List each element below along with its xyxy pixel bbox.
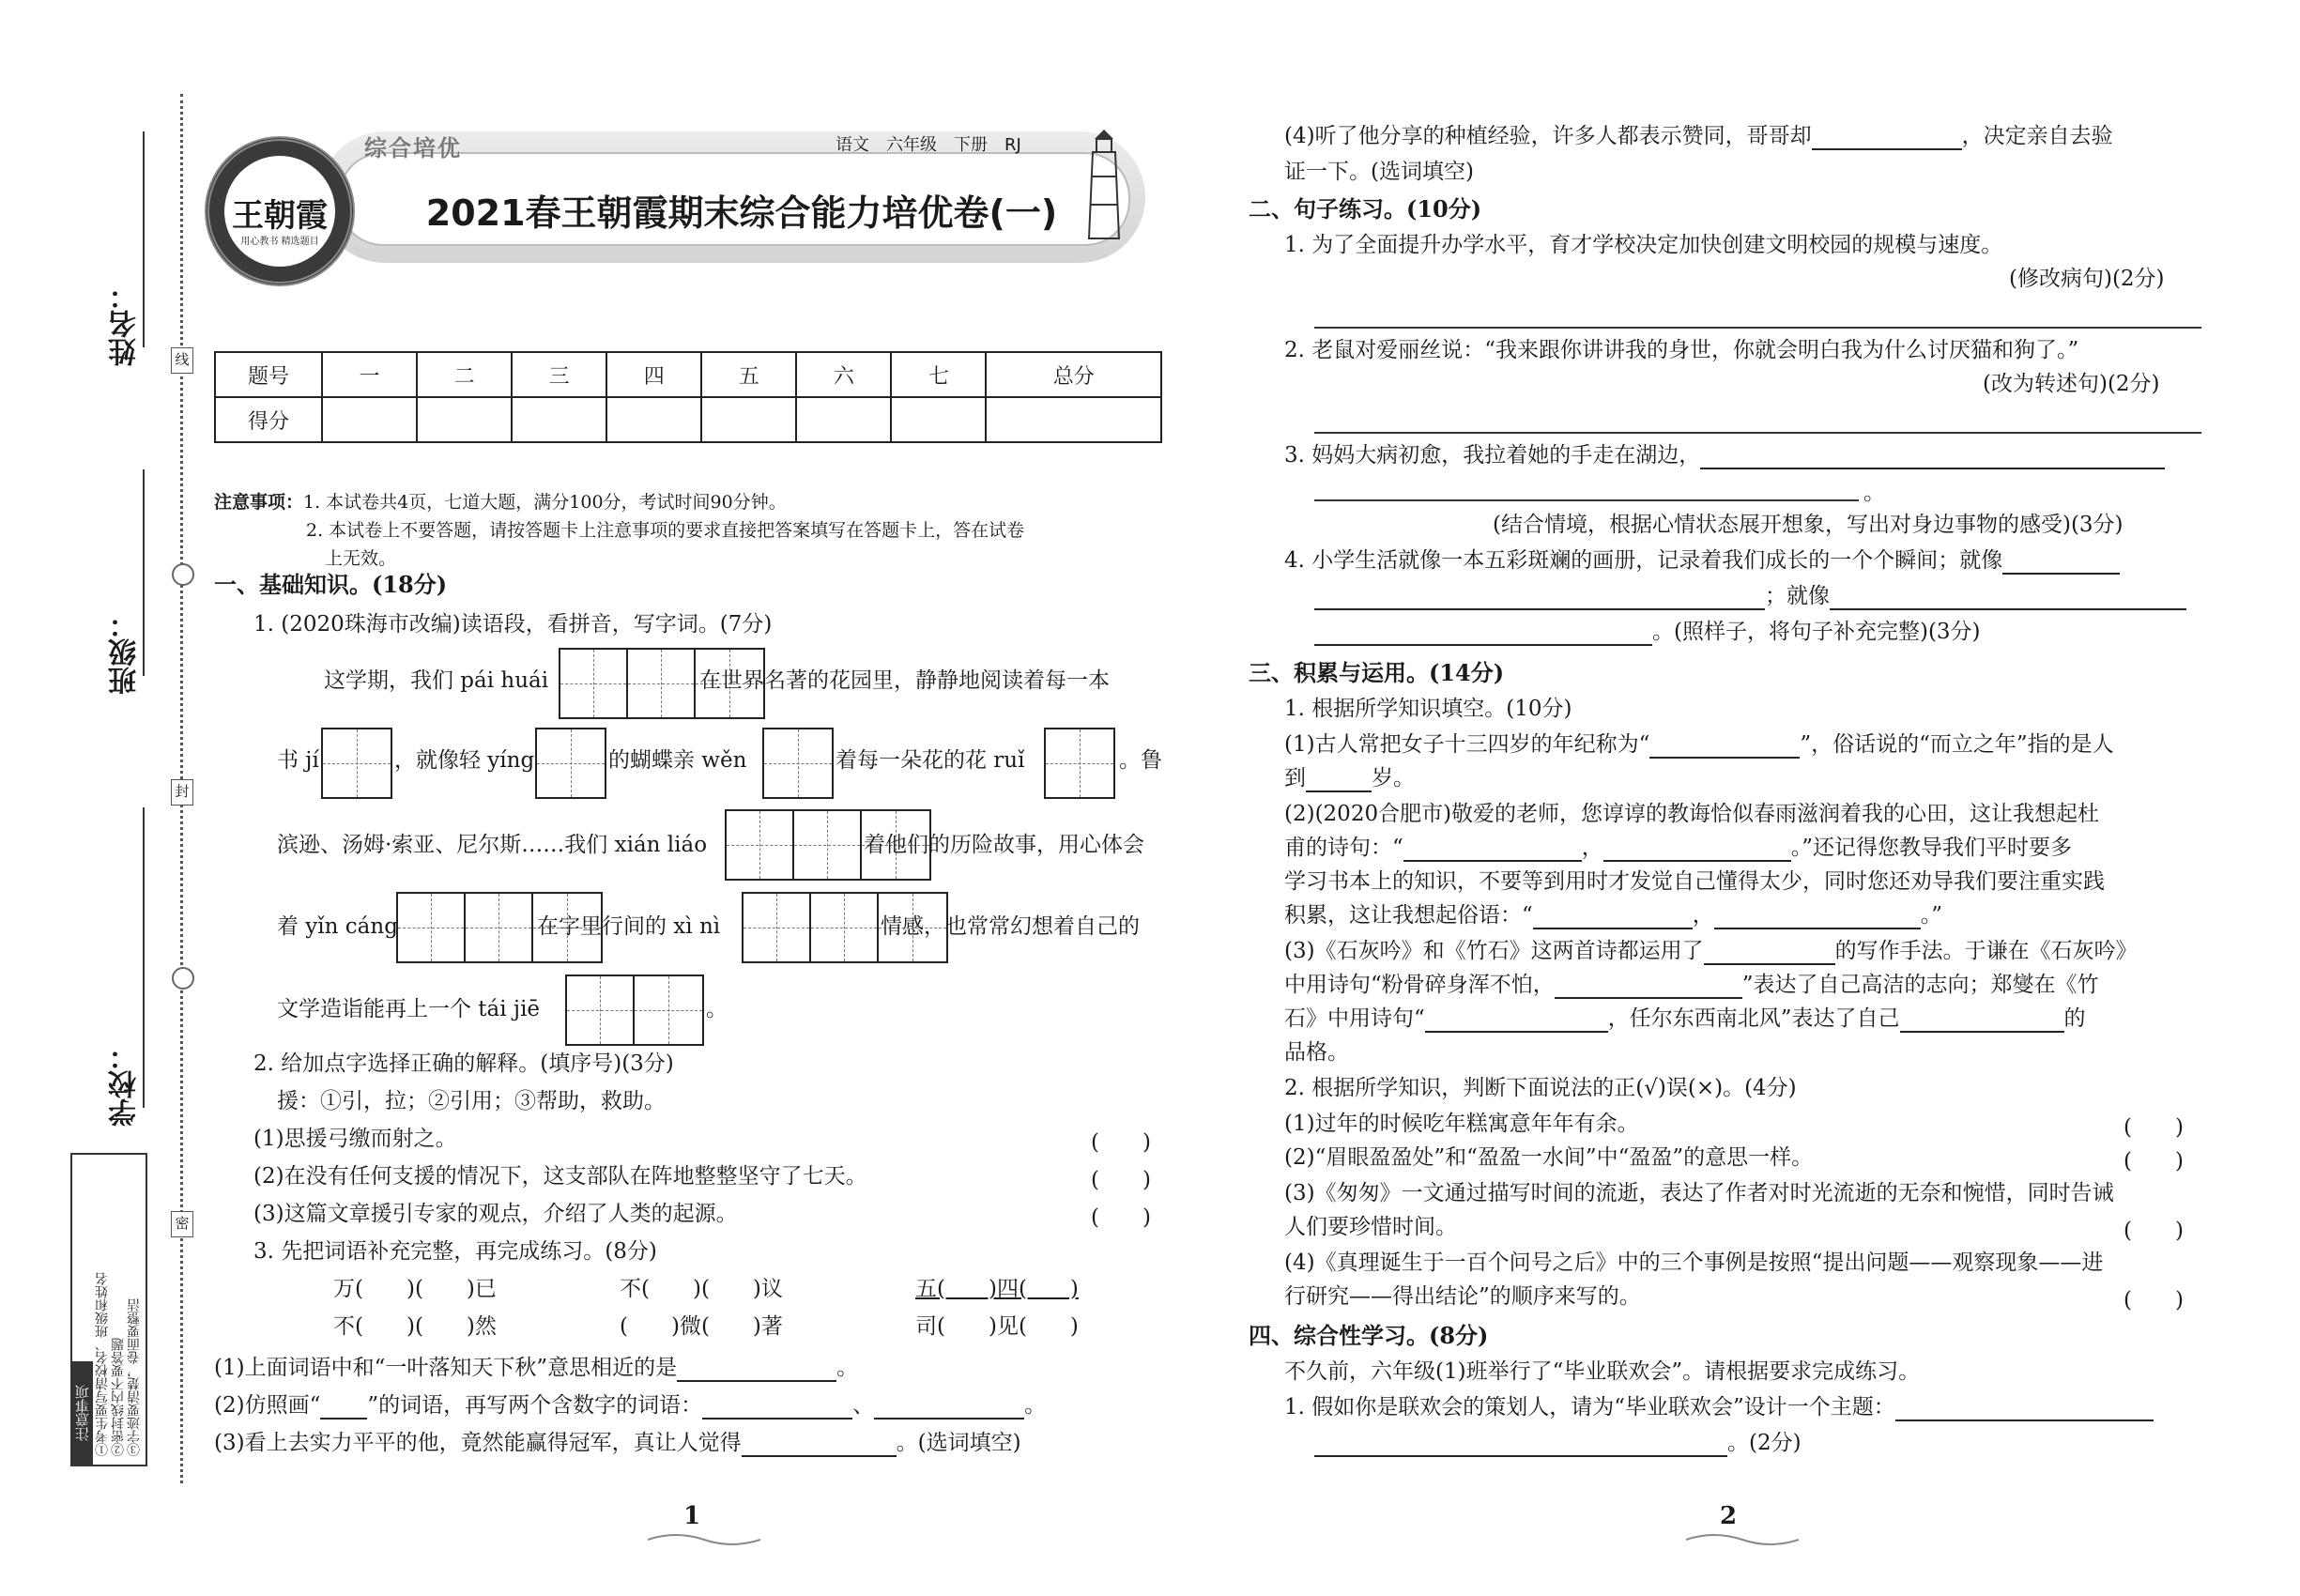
score-table-header-row [215, 352, 1161, 397]
idiom-blank[interactable]: 万( )( )已 [333, 1277, 497, 1301]
judgement-item: (3)《匆匆》一文通过描写时间的流逝，表达了作者对时光流逝的无奈和惋惜，同时告诫 [1284, 1181, 2114, 1205]
idiom-blank[interactable]: 不( )( )议 [620, 1277, 783, 1301]
brand-logo-icon [205, 136, 355, 286]
answer-blank[interactable] [702, 1393, 852, 1420]
binding-hole-icon [172, 967, 194, 990]
score-cell[interactable] [512, 397, 606, 442]
passage-text: 这学期，我们 pái huái [324, 668, 549, 693]
judgement-item-cont: 人们要珍惜时间。 [1284, 1215, 1457, 1239]
question-3-1-3-cont: 石》中用诗句“ ，任尔东西南北风”表达了自己 的 [1284, 1006, 2086, 1031]
answer-paren[interactable]: ( ) [1091, 1130, 1151, 1155]
question-3-2: 2. 根据所学知识，判断下面说法的正(√)误(×)。(4分) [1284, 1076, 1797, 1100]
question-1-2-item: (1)思援弓缴而射之。 [253, 1127, 457, 1151]
binding-hole-icon [172, 563, 194, 586]
section-4-heading: 四、综合性学习。(8分) [1249, 1322, 1489, 1349]
passage-text: 情感，也常常幻想着自己的 [881, 914, 1140, 939]
question-1-3-3: (3)看上去实力平平的他，竟然能赢得冠军，真让人觉得 。(选词填空) [214, 1431, 1021, 1455]
question-3-1-2-cont: 学习书本上的知识，不要等到用时才发觉自己懂得太少，同时您还劝导我们要注重实践 [1284, 869, 2105, 894]
answer-blank[interactable] [1403, 836, 1582, 862]
question-2-2: 2. 老鼠对爱丽丝说：“我来跟你讲讲我的身世，你就会明白我为什么讨厌猫和狗了。” [1284, 338, 2079, 362]
answer-line[interactable] [1314, 499, 1859, 501]
passage-text: 在字里行间的 xì nì [537, 914, 721, 939]
question-2-2-req: (改为转述句)(2分) [1983, 372, 2160, 396]
question-3-1-3: (3)《石灰吟》和《竹石》这两首诗都运用了 的写作手法。于谦在《石灰吟》 [1284, 939, 2138, 963]
question-3-1-1-cont: 到 岁。 [1284, 766, 1415, 790]
answer-line[interactable] [1314, 327, 2201, 329]
idiom-blank[interactable]: 不( )( )然 [333, 1314, 497, 1339]
notice-line: ①考生要写清校名、班级和姓名 [95, 1272, 110, 1456]
section-3-heading: 三、积累与运用。(14分) [1249, 659, 1505, 686]
question-1-3-4: (4)听了他分享的种植经验，许多人都表示赞同，哥哥却 ，决定亲自去验 [1284, 124, 2113, 148]
question-2-1-req: (修改病句)(2分) [2009, 267, 2165, 291]
notice-line: ③字迹要清楚，卷面要整洁 [127, 1298, 142, 1456]
passage-text: 在世界名著的花园里，静静地阅读着每一本 [699, 668, 1110, 693]
score-row-label: 得分 [215, 397, 322, 442]
score-cell[interactable] [417, 397, 512, 442]
notice-heading: 注意事项 [72, 1361, 93, 1465]
logo-subtitle: 用心教书 精选题目 [240, 237, 319, 247]
exam-title: 2021春王朝霞期末综合能力培优卷(一) [425, 192, 1058, 234]
question-4-1: 1. 假如你是联欢会的策划人，请为“毕业联欢会”设计一个主题： [1284, 1393, 2154, 1421]
question-3-1-3-cont: 品格。 [1284, 1040, 1349, 1065]
score-header-cell: 题号 [215, 352, 322, 397]
passage-text: 着 yǐn cáng [277, 914, 398, 939]
score-header-cell: 一 [322, 352, 417, 397]
question-1-2: 2. 给加点字选择正确的解释。(填序号)(3分) [253, 1051, 674, 1076]
school-field[interactable] [143, 807, 145, 1108]
answer-paren[interactable]: ( ) [1091, 1205, 1151, 1230]
question-1-1: 1. (2020珠海市改编)读语段，看拼音，写字词。(7分) [253, 612, 773, 637]
score-header-cell: 二 [417, 352, 512, 397]
answer-blank[interactable] [1812, 124, 1962, 150]
char-grid-wen[interactable] [762, 728, 834, 799]
header-tag: 综合培优 [364, 134, 462, 161]
question-2-1: 1. 为了全面提升办学水平，育才学校决定加快创建文明校园的规模与速度。 [1284, 233, 2003, 257]
notes-line: 2. 本试卷上不要答题，请按答题卡上注意事项的要求直接把答案填写在答题卡上，答在试卷 [306, 520, 1025, 541]
question-1-2-options: 援：①引，拉；②引用；③帮助，救助。 [277, 1089, 666, 1113]
answer-paren[interactable]: ( ) [1091, 1168, 1151, 1192]
char-grid-ying[interactable] [535, 728, 606, 799]
judgement-item: (4)《真理诞生于一百个问号之后》中的三个事例是按照“提出问题——观察现象——进 [1284, 1251, 2104, 1275]
question-2-4: 4. 小学生活就像一本五彩斑斓的画册，记录着我们成长的一个个瞬间；就像 [1284, 546, 2120, 575]
answer-blank[interactable] [1900, 1006, 2064, 1033]
score-table [214, 351, 1162, 443]
section-4-intro: 不久前，六年级(1)班举行了“毕业联欢会”。请根据要求完成练习。 [1284, 1359, 1921, 1384]
char-grid-rui[interactable] [1044, 728, 1115, 799]
exam-notice-box [70, 1153, 147, 1466]
answer-blank[interactable] [1314, 584, 1765, 610]
notes-line: 1. 本试卷共4页，七道大题，满分100分，考试时间90分钟。 [303, 492, 787, 513]
score-header-cell: 七 [891, 352, 986, 397]
answer-paren[interactable]: ( ) [2124, 1219, 2184, 1243]
page-ornament-icon [1686, 1530, 1799, 1549]
question-3-1-2-cont: 积累，这让我想起俗语：“ ， 。” [1284, 903, 1943, 928]
answer-blank[interactable] [320, 1393, 367, 1420]
score-cell[interactable] [701, 397, 796, 442]
question-3-1-1: (1)古人常把女子十三四岁的年纪称为“ ”，俗话说的“而立之年”指的是人 [1284, 732, 2114, 757]
name-label: 姓名： [109, 282, 142, 366]
notice-line: ②密封线内不要答题 [111, 1338, 126, 1456]
question-2-4-cont: ；就像 [1314, 582, 2186, 610]
answer-blank[interactable] [1555, 973, 1742, 999]
question-1-3-4-cont: 证一下。(选词填空) [1284, 160, 1474, 184]
score-cell[interactable] [796, 397, 891, 442]
passage-text: 书 jí [277, 748, 319, 773]
answer-blank[interactable] [1714, 903, 1921, 929]
answer-blank[interactable] [1314, 620, 1652, 646]
answer-blank[interactable] [1830, 584, 2186, 610]
answer-paren[interactable]: ( ) [2124, 1288, 2184, 1312]
idiom-blank-underlined[interactable]: 五( )四( ) [915, 1277, 1079, 1301]
passage-text: 着每一朵花的花 ruǐ [836, 748, 1025, 773]
judgement-item: (1)过年的时候吃年糕寓意年年有余。 [1284, 1112, 1639, 1136]
cut-mark-line: 线 [171, 347, 193, 374]
judgement-item-cont: 行研究——得出结论”的顺序来写的。 [1284, 1284, 1641, 1309]
answer-paren[interactable]: ( ) [2124, 1115, 2184, 1140]
passage-text: 滨逊、汤姆·索亚、尼尔斯……我们 xián liáo [277, 833, 708, 857]
answer-blank[interactable] [1306, 766, 1372, 792]
header-meta: 语文 六年级 下册 RJ [836, 135, 1021, 155]
score-header-cell: 总分 [986, 352, 1161, 397]
question-3-1-2: (2)(2020合肥市)敬爱的老师，您谆谆的教诲恰似春雨滋润着我的心田，这让我想起杜 [1284, 802, 2100, 826]
question-3-1-2-cont: 甫的诗句：“ ， 。”还记得您教导我们平时要多 [1284, 836, 2073, 860]
passage-text: 的蝴蝶亲 wěn [608, 748, 747, 773]
class-label: 班级： [109, 610, 142, 695]
cut-mark-dense: 密 [171, 1211, 193, 1237]
passage-text: ，就像轻 yíng [394, 748, 535, 773]
lighthouse-icon [1083, 130, 1125, 242]
score-header-cell: 四 [606, 352, 701, 397]
question-2-3: 3. 妈妈大病初愈，我拉着她的手走在湖边， [1284, 441, 2165, 469]
answer-blank[interactable] [1533, 903, 1693, 929]
section-1-heading: 一、基础知识。(18分) [214, 571, 448, 598]
question-1-2-item: (3)这篇文章援引专家的观点，介绍了人类的起源。 [253, 1202, 738, 1226]
answer-blank[interactable] [1649, 732, 1800, 759]
page-number: 2 [1720, 1502, 1738, 1530]
judgement-item: (2)“眉眼盈盈处”和“盈盈一水间”中“盈盈”的意思一样。 [1284, 1145, 1814, 1170]
score-header-cell: 三 [512, 352, 606, 397]
school-label: 学校： [109, 1042, 142, 1127]
answer-blank[interactable] [1425, 1006, 1608, 1033]
notes-line: 上无效。 [325, 548, 397, 569]
score-table-score-row [215, 397, 1161, 442]
idiom-blank[interactable]: 司( )见( ) [915, 1314, 1079, 1339]
cut-mark-seal: 封 [171, 779, 193, 806]
score-cell[interactable] [606, 397, 701, 442]
exam-notes [214, 488, 1172, 573]
answer-blank[interactable] [1314, 1431, 1727, 1457]
question-3-1-3-cont: 中用诗句“粉骨碎身浑不怕， ”表达了自己高洁的志向；郑燮在《竹 [1284, 973, 2099, 997]
question-2-4-end: 。(照样子，将句子补充完整)(3分) [1314, 618, 1981, 646]
score-header-cell: 五 [701, 352, 796, 397]
notice-lines [95, 1160, 142, 1456]
passage-text: 。 [706, 997, 728, 1021]
answer-blank[interactable] [874, 1393, 1024, 1420]
section-2-heading: 二、句子练习。(10分) [1249, 195, 1482, 223]
name-field[interactable] [143, 131, 145, 347]
answer-blank[interactable] [1704, 939, 1835, 965]
answer-paren[interactable]: ( ) [2124, 1149, 2184, 1174]
char-grid-taijie[interactable] [565, 974, 704, 1046]
answer-blank[interactable] [2002, 548, 2120, 575]
answer-line[interactable] [1314, 432, 2201, 434]
answer-blank[interactable] [1895, 1395, 2154, 1421]
question-4-1-cont: 。(2分) [1314, 1429, 1802, 1457]
answer-blank[interactable] [1603, 836, 1791, 862]
notes-label: 注意事项： [214, 492, 304, 513]
page-number: 1 [683, 1502, 701, 1530]
question-1-3: 3. 先把词语补充完整，再完成练习。(8分) [253, 1239, 657, 1264]
period: 。 [1863, 481, 1885, 505]
question-1-2-item: (2)在没有任何支援的情况下，这支部队在阵地整整坚守了七天。 [253, 1164, 867, 1189]
logo-text: 王朝霞 [232, 197, 328, 235]
score-cell[interactable] [891, 397, 986, 442]
question-1-3-2: (2)仿照画“ ”的词语，再写两个含数字的词语： 、 。 [214, 1393, 1047, 1418]
char-grid-ji[interactable] [321, 728, 392, 799]
page-ornament-icon [648, 1530, 760, 1549]
class-field[interactable] [143, 469, 145, 676]
score-header-cell: 六 [796, 352, 891, 397]
question-1-3-1: (1)上面词语中和“一叶落知天下秋”意思相近的是 。 [214, 1356, 859, 1380]
score-cell[interactable] [986, 397, 1161, 442]
passage-text: 文学造诣能再上一个 tái jiē [277, 997, 541, 1021]
question-3-1: 1. 根据所学知识填空。(10分) [1284, 697, 1572, 721]
question-2-3-req: (结合情境，根据心情状态展开想象，写出对身边事物的感受)(3分) [1493, 513, 2124, 537]
score-cell[interactable] [322, 397, 417, 442]
answer-blank[interactable] [742, 1431, 897, 1457]
idiom-blank[interactable]: ( )微( )著 [620, 1314, 783, 1339]
passage-text: 着他们的历险故事，用心体会 [864, 833, 1144, 857]
passage-text: 。鲁 [1119, 748, 1162, 773]
answer-blank[interactable] [1700, 443, 2165, 469]
answer-blank[interactable] [677, 1356, 836, 1382]
